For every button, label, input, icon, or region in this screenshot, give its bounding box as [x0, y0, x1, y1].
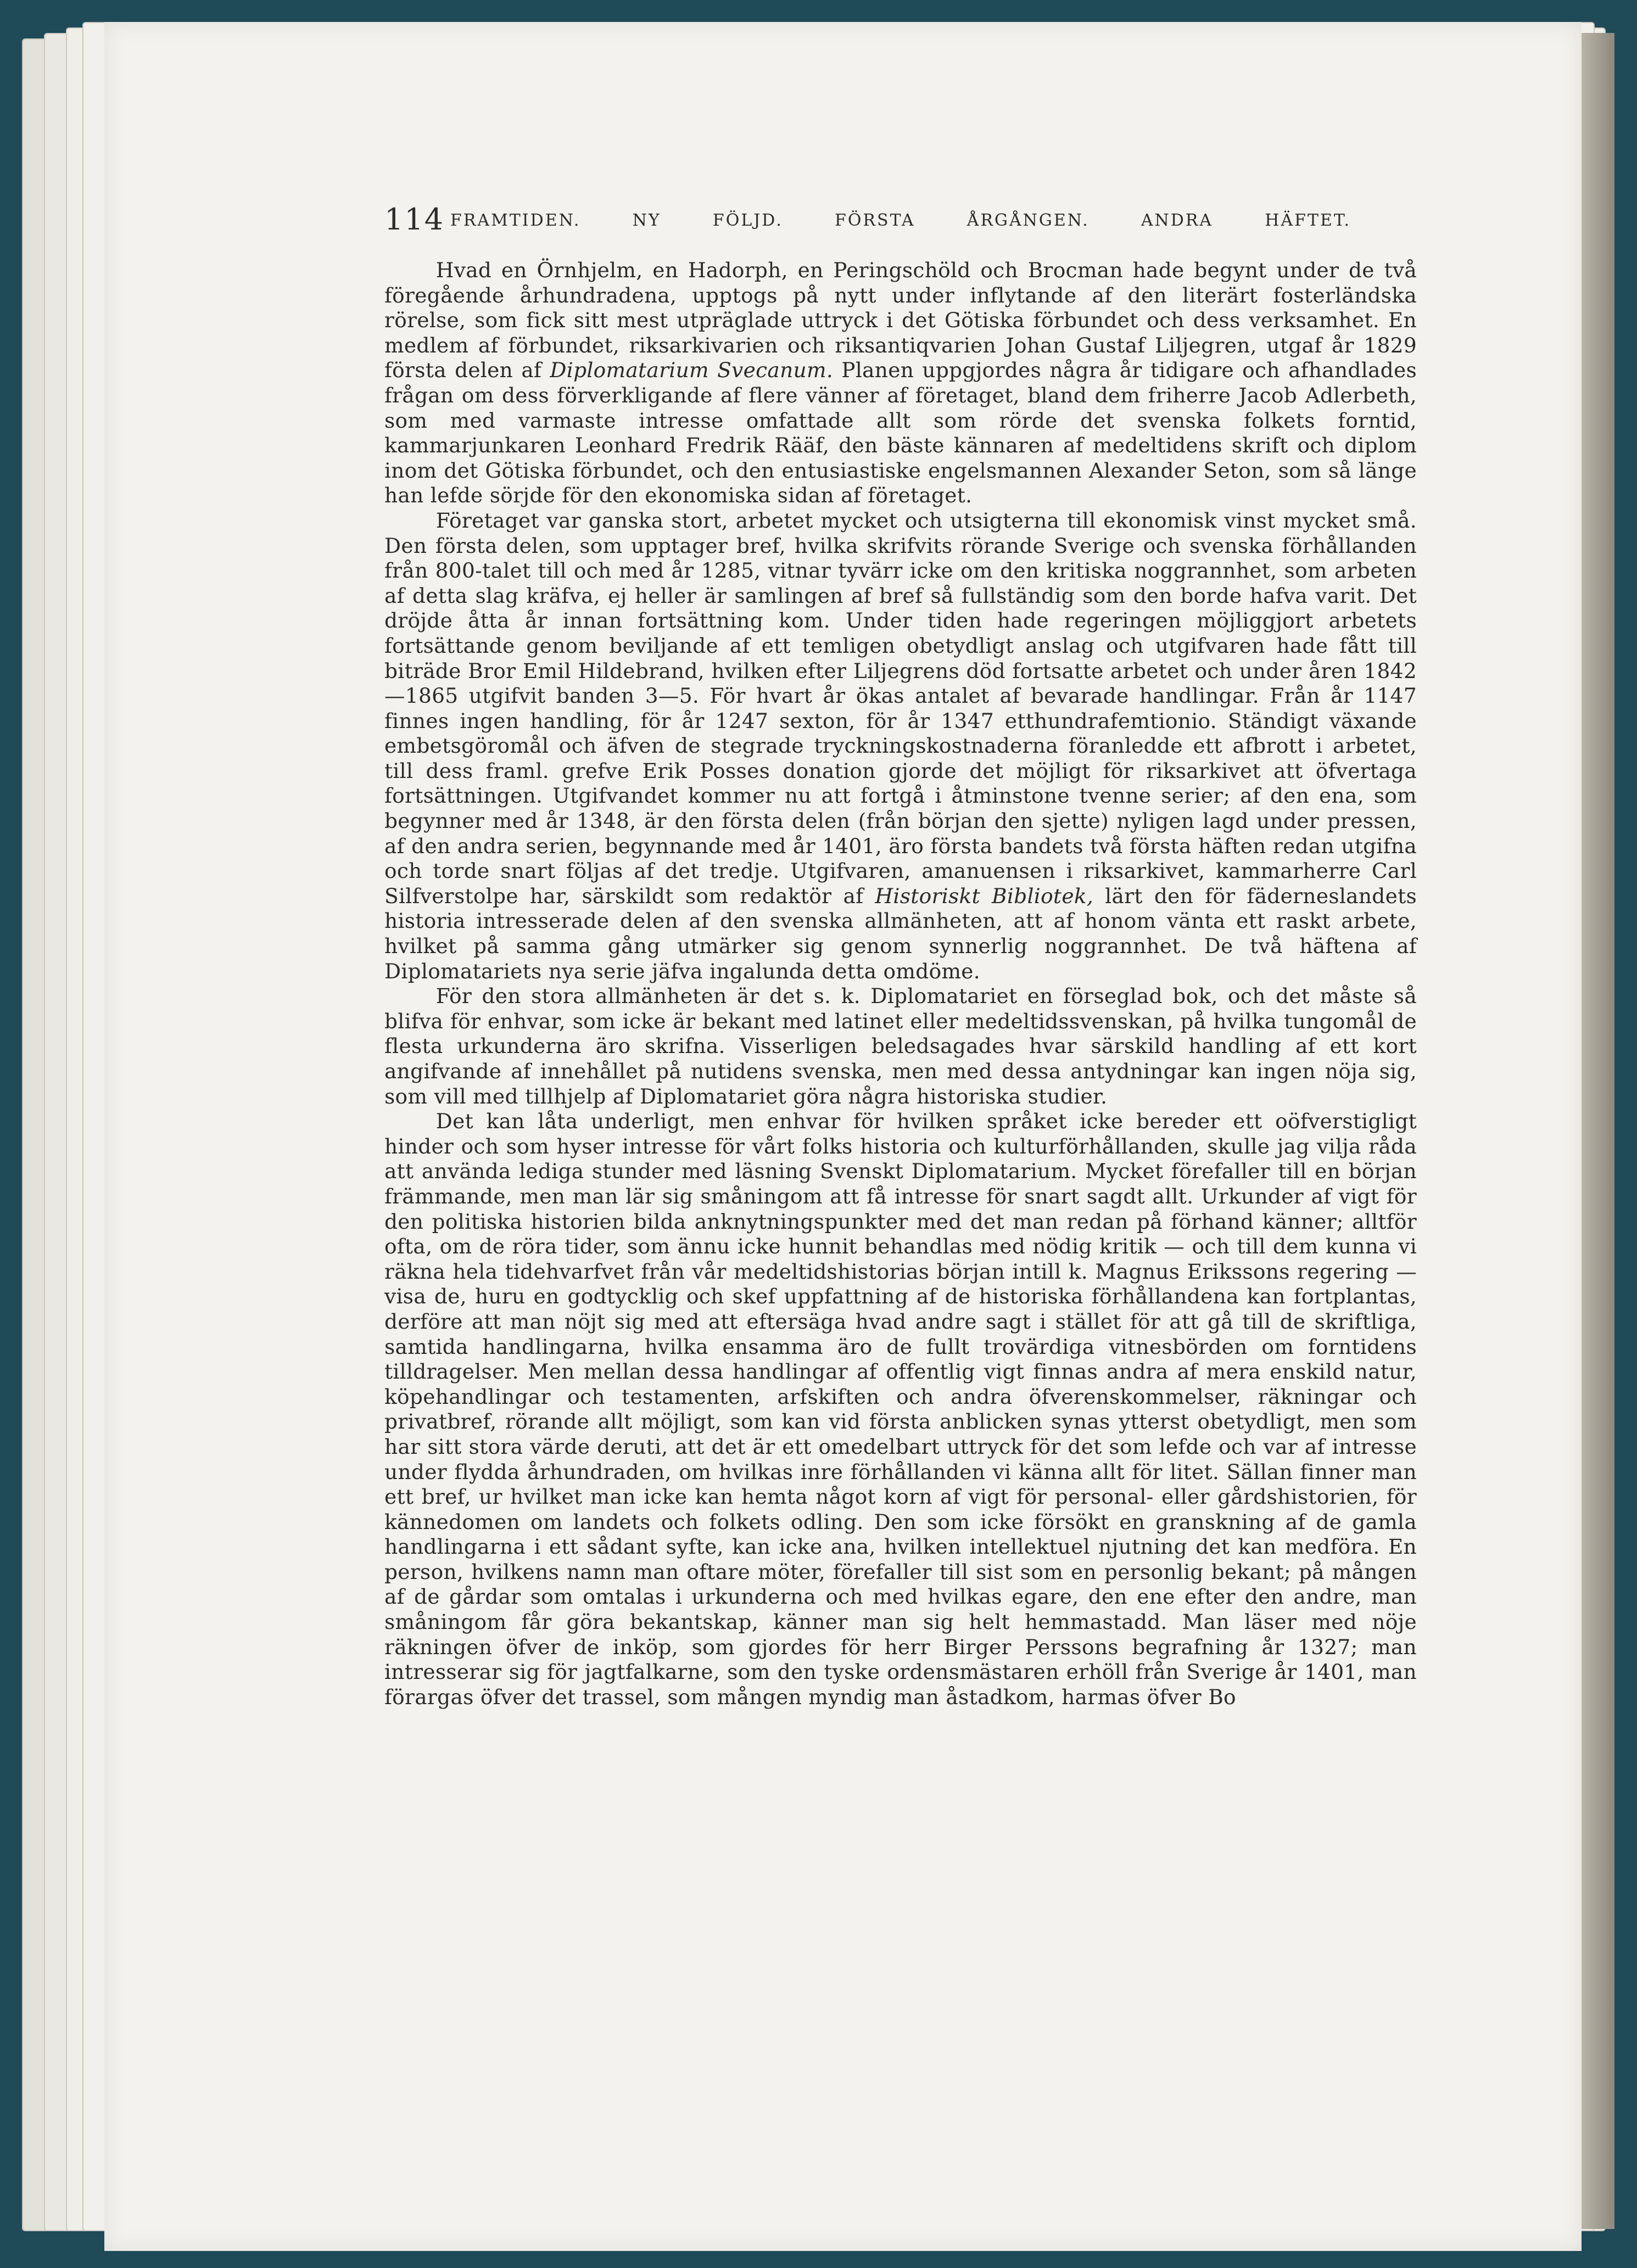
paragraph: [384, 508, 1417, 984]
paragraph-text: lärt den för fäderneslandets historia intresserade delen af den svenska allmänheten, att af honom vänta ett raskt arbete, hvilket på samma gång utmärker sig genom synnerlig noggrannhet. De två häftena af Diplomatariets nya serie jäfva ingalunda detta omdöme.: [384, 883, 1417, 983]
book-spine-edge: [1582, 33, 1614, 2229]
italic-title: Diplomatarium Svecanum.: [550, 358, 834, 383]
running-head: FRAMTIDEN. NY FÖLJD. FÖRSTA ÅRGÅNGEN. ANDRA HÄFTET.: [450, 211, 1351, 230]
paragraph-text: Planen uppgjordes några år tidigare och afhandlades frågan om dess förverkligande af flere vänner af företaget, bland dem friherre Jacob Adlerbeth, som med varmaste intresse omfattade allt som rörde det svenska folkets forntid, kammarjunkaren Leonhard Fredrik Rääf, den bäste kännaren af medeltidens skrift och diplom inom det Götiska förbundet, och den entusiastiske engelsmannen Alexander Seton, som så länge han lefde sörjde för den ekonomiska sidan af företaget.: [384, 358, 1417, 508]
paragraph: [384, 984, 1417, 1109]
paragraph-text: Företaget var ganska stort, arbetet mycket och utsigterna till ekonomisk vinst mycket små. Den första delen, som upptager bref, hvilka skrifvits rörande Sverige och svenska förhållanden från 800-talet till och med år 1285, vitnar tyvärr icke om den kritiska noggrannhet, som arbeten af detta slag kräfva, ej heller är samlingen af bref så fullständig som den borde hafva varit. Det dröjde åtta år innan fortsättning kom. Under tiden hade regeringen möjliggjort arbetets fortsättande genom beviljande af ett temligen obetydligt anslag och utgifvaren hade fått till biträde Bror Emil Hildebrand, hvilken efter Liljegrens död fortsatte arbetet och under åren 1842—1865 utgifvit banden 3—5. För hvart år ökas antalet af bevarade handlingar. Från år 1147 finnes ingen handling, för år 1247 sexton, för år 1347 etthundrafemtionio. Ständigt växande embetsgöromål och äfven de stegrade tryckningskostnaderna föranledde ett afbrott i arbetet, till dess framl. grefve Erik Posses donation gjorde det möjligt för riksarkivet att öfvertaga fortsättningen. Utgifvandet kommer nu att fortgå i åtminstone tvenne serier; af den ena, som begynner med år 1348, är den första delen (från början den sjette) nyligen lagd under pressen, af den andra serien, begynnande med år 1401, äro första bandets två första häften redan utgifna och torde snart följas af det tredje. Utgifvaren, amanuensen i riksarkivet, kammarherre Carl Silfverstolpe har, särskildt som redaktör af: [384, 508, 1417, 908]
paragraph: [384, 1109, 1417, 1710]
page-number: 114: [384, 202, 445, 237]
paragraph-text: Hvad en Örnhjelm, en Hadorph, en Peringschöld och Brocman hade begynt under de två föregående århundradena, upptogs på nytt under inflytande af den literärt fosterländska rörelse, som fick sitt mest utpräglade uttryck i det Götiska förbundet och dess verksamhet. En medlem af förbundet, riksarkivarien och riksantiqvarien Johan Gustaf Liljegren, utgaf år 1829 första delen af: [384, 258, 1417, 383]
paragraph-text: För den stora allmänheten är det s. k. Diplomatariet en förseglad bok, och det måste så blifva för enhvar, som icke är bekant med latinet eller medeltidssvenskan, på hvilka tungomål de flesta urkunderna äro skrifna. Visserligen beledsagades hvar särskild handling af ett kort angifvande af innehållet på nutidens svenska, men med dessa antydningar kan ingen nöja sig, som vill med tillhjelp af Diplomatariet göra några historiska studier.: [384, 984, 1417, 1108]
italic-title: Historiskt Bibliotek,: [875, 883, 1094, 908]
page-header: [384, 202, 1351, 246]
paragraph: [384, 258, 1417, 508]
body-text: [384, 258, 1417, 1710]
paragraph-text: Det kan låta underligt, men enhvar för hvilken språket icke bereder ett oöfverstigligt hinder och som hyser intresse för vårt folks historia och kulturförhållanden, skulle jag vilja råda att använda lediga stunder med läsning Svenskt Diplomatarium. Mycket förefaller till en början främmande, men man lär sig småningom att få intresse för snart sagdt allt. Urkunder af vigt för den politiska historien bilda anknytningspunkter med det man redan på förhand känner; alltför ofta, om de röra tider, som ännu icke hunnit behandlas med nödig kritik — och till dem kunna vi räkna hela tidehvarfvet från vår medeltidshistorias början intill k. Magnus Erikssons regering — visa de, huru en godtycklig och skef uppfattning af de historiska förhållandena kan fortplantas, derföre att man nöjt sig med att eftersäga hvad andre sagt i stället för att gå till de skriftliga, samtida handlingarna, hvilka ensamma äro de fullt trovärdiga vitnesbörden om forntidens tilldragelser. Men mellan dessa handlingar af offentlig vigt finnas andra af mera enskild natur, köpehandlingar och testamenten, arfskiften och andra öfverenskommelser, räkningar och privatbref, rörande allt möjligt, som kan vid första anblicken synas ytterst obetydligt, men som har sitt stora värde deruti, att det är ett omedelbart uttryck för det som lefde och var af intresse under flydda århundraden, om hvilkas inre förhållanden vi känna allt för litet. Sällan finner man ett bref, ur hvilket man icke kan hemta något korn af vigt för personal- eller gårdshistorien, för kännedomen om landets och folkets odling. Den som icke försökt en granskning af de gamla handlingarna i ett sådant syfte, kan icke ana, hvilken intellektuel njutning det kan medföra. En person, hvilkens namn man oftare möter, förefaller till sist som en personlig bekant; på mången af de gårdar som omtalas i urkunderna och med hvilkas egare, den ene efter den andre, man småningom får göra bekantskap, känner man sig helt hemmastadd. Man läser med nöje räkningen öfver de inköp, som gjordes för herr Birger Perssons begrafning år 1327; man intresserar sig för jagtfalkarne, som den tyske ordensmästaren erhöll från Sverige år 1401, man förargas öfver det trassel, som mången myndig man åstadkom, harmas öfver Bo: [384, 1109, 1417, 1709]
